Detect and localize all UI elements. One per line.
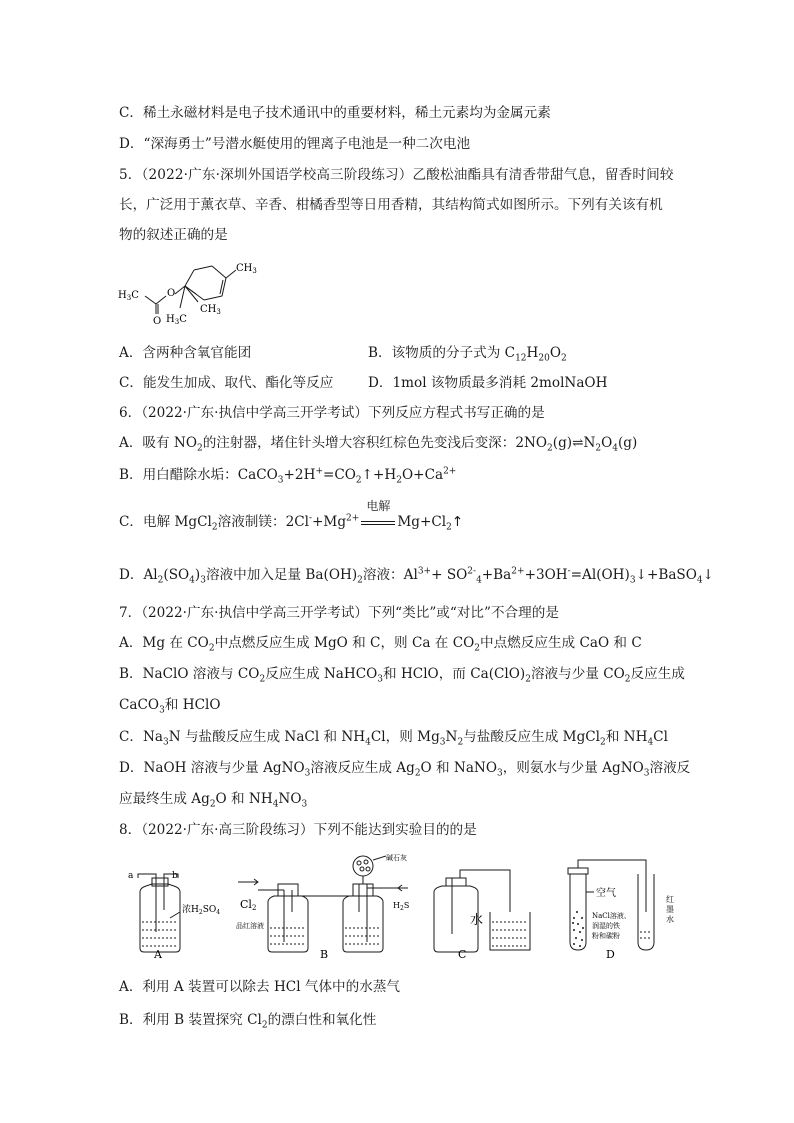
svg-text:b: b <box>172 871 178 881</box>
terpinyl-acetate-structure <box>118 256 268 328</box>
ch3-right-label: $CH_3$ <box>200 304 221 316</box>
svg-text:水: 水 <box>470 913 484 928</box>
apparatus-b <box>238 856 408 952</box>
q5-option-b: B．该物质的分子式为 $C_{12}H_{20}O_2$ <box>368 345 567 364</box>
svg-text:D: D <box>606 948 615 961</box>
q6-option-d: D．$Al_2(SO_4)_3$溶液中加入足量 $Ba(OH)_2$溶液：$Al^{3+}+$ $SO^{2-}_4+Ba^{2+}+3OH^-=Al(OH)_3↓+BaSO_4↓$ <box>119 566 715 586</box>
svg-text:空气: 空气 <box>596 888 616 899</box>
svg-text:H2S: $H_2S$ <box>393 901 410 912</box>
q5-option-a: A．含两种含氧官能团 <box>119 345 252 361</box>
q7-stem: 7．（2022·广东·执信中学高三开学考试）下列“类比”或“对比”不合理的是 <box>119 605 559 621</box>
ch3-top-label: $CH_3$ <box>236 263 257 275</box>
svg-text:B: B <box>320 948 329 961</box>
svg-text:红: 红 <box>666 895 674 904</box>
ester-o-label: O <box>167 288 176 299</box>
q5-stem-line2: 长，广泛用于薰衣草、辛香、柑橘香型等日用香精，其结构简式如图所示。下列有关该有机 <box>119 197 663 213</box>
svg-text:润湿的铁: 润湿的铁 <box>592 922 620 930</box>
q7-option-b-line2: CaCO$_3$和 HClO <box>119 697 221 716</box>
carbonyl-o-label: O <box>153 316 162 327</box>
h3c-label: $H_3C$ <box>118 290 139 302</box>
q7-option-d-line1: D．NaOH 溶液与少量 AgNO$_3$溶液反应生成 $Ag_2O$ 和 NaNO$_3$，则氨水与少量 AgNO$_3$溶液反 <box>119 760 691 779</box>
q5-option-d: D．1mol 该物质最多消耗 2molNaOH <box>368 375 608 391</box>
q4-option-d: D．“深海勇士”号潜水艇使用的锂离子电池是一种二次电池 <box>119 136 471 152</box>
q5-option-c: C．能发生加成、取代、酯化等反应 <box>119 375 334 391</box>
q6-option-a: A．吸有 $NO_2$的注射器，堵住针头增大容积红棕色先变浅后变深：$2NO_2(g)\rightleftharpoons N_2O_4(g)$ <box>119 435 638 454</box>
apparatus-a <box>138 874 180 952</box>
q6-option-b: B．用白醋除水垢：$CaCO_3+2H^+=CO_2↑+H_2O+Ca^{2+}$ <box>119 466 457 486</box>
svg-text:水: 水 <box>666 915 674 924</box>
q7-option-c: C．$Na_3N$ 与盐酸反应生成 NaCl 和 $NH_4Cl$，则 $Mg_3N_2$与盐酸反应生成 MgCl$_2$和 $NH_4Cl$ <box>119 729 668 748</box>
q8-option-b: B．利用 B 装置探究 $Cl_2$的漂白性和氧化性 <box>119 1012 377 1031</box>
apparatus-figure <box>118 852 698 962</box>
svg-text:A: A <box>154 948 162 961</box>
svg-text:浓H2SO4: 浓$H_2SO_4$ <box>182 905 221 916</box>
svg-text:墨: 墨 <box>666 905 674 914</box>
svg-text:C: C <box>458 948 467 961</box>
electrolysis-arrow: 电解 <box>359 513 397 531</box>
q7-option-b-line1: B．NaClO 溶液与 $CO_2$反应生成 NaHCO$_3$和 HClO，而 $Ca(ClO)_2$溶液与少量 $CO_2$反应生成 <box>119 666 685 685</box>
ch3-bottom-label: $H_3C$ <box>166 314 187 326</box>
svg-text:品红溶液: 品红溶液 <box>236 922 264 930</box>
q5-stem-line3: 物的叙述正确的是 <box>119 227 228 243</box>
q8-option-a: A．利用 A 装置可以除去 HCl 气体中的水蒸气 <box>119 979 401 995</box>
svg-text:粉和碳粉: 粉和碳粉 <box>592 932 620 940</box>
q4-option-c: C．稀土永磁材料是电子技术通讯中的重要材料，稀土元素均为金属元素 <box>119 105 551 121</box>
q6-option-c: C．电解 MgCl$_2$溶液制镁：$2Cl^-+Mg^{2+}$ 电解 $Mg+Cl_2↑$ <box>119 499 464 533</box>
svg-text:a: a <box>128 871 134 881</box>
q7-option-d-line2: 应最终生成 $Ag_2O$ 和 $NH_4NO_3$ <box>119 791 308 810</box>
q7-option-a: A．Mg 在 $CO_2$中点燃反应生成 MgO 和 C，则 Ca 在 $CO_2$中点燃反应生成 CaO 和 C <box>119 635 642 654</box>
apparatus-c <box>434 870 530 952</box>
svg-text:NaCl溶液、: NaCl溶液、 <box>592 912 631 920</box>
q8-stem: 8．（2022·广东·高三阶段练习）下列不能达到实验目的的是 <box>119 822 477 838</box>
svg-text:碱石灰: 碱石灰 <box>386 854 407 862</box>
q6-stem: 6．（2022·广东·执信中学高三开学考试）下列反应方程式书写正确的是 <box>119 405 545 421</box>
q5-stem-line1: 5．（2022·广东·深圳外国语学校高三阶段练习）乙酸松油酯具有清香带甜气息，留香时间较 <box>119 167 674 183</box>
svg-text:Cl2: Cl2 <box>240 898 257 912</box>
